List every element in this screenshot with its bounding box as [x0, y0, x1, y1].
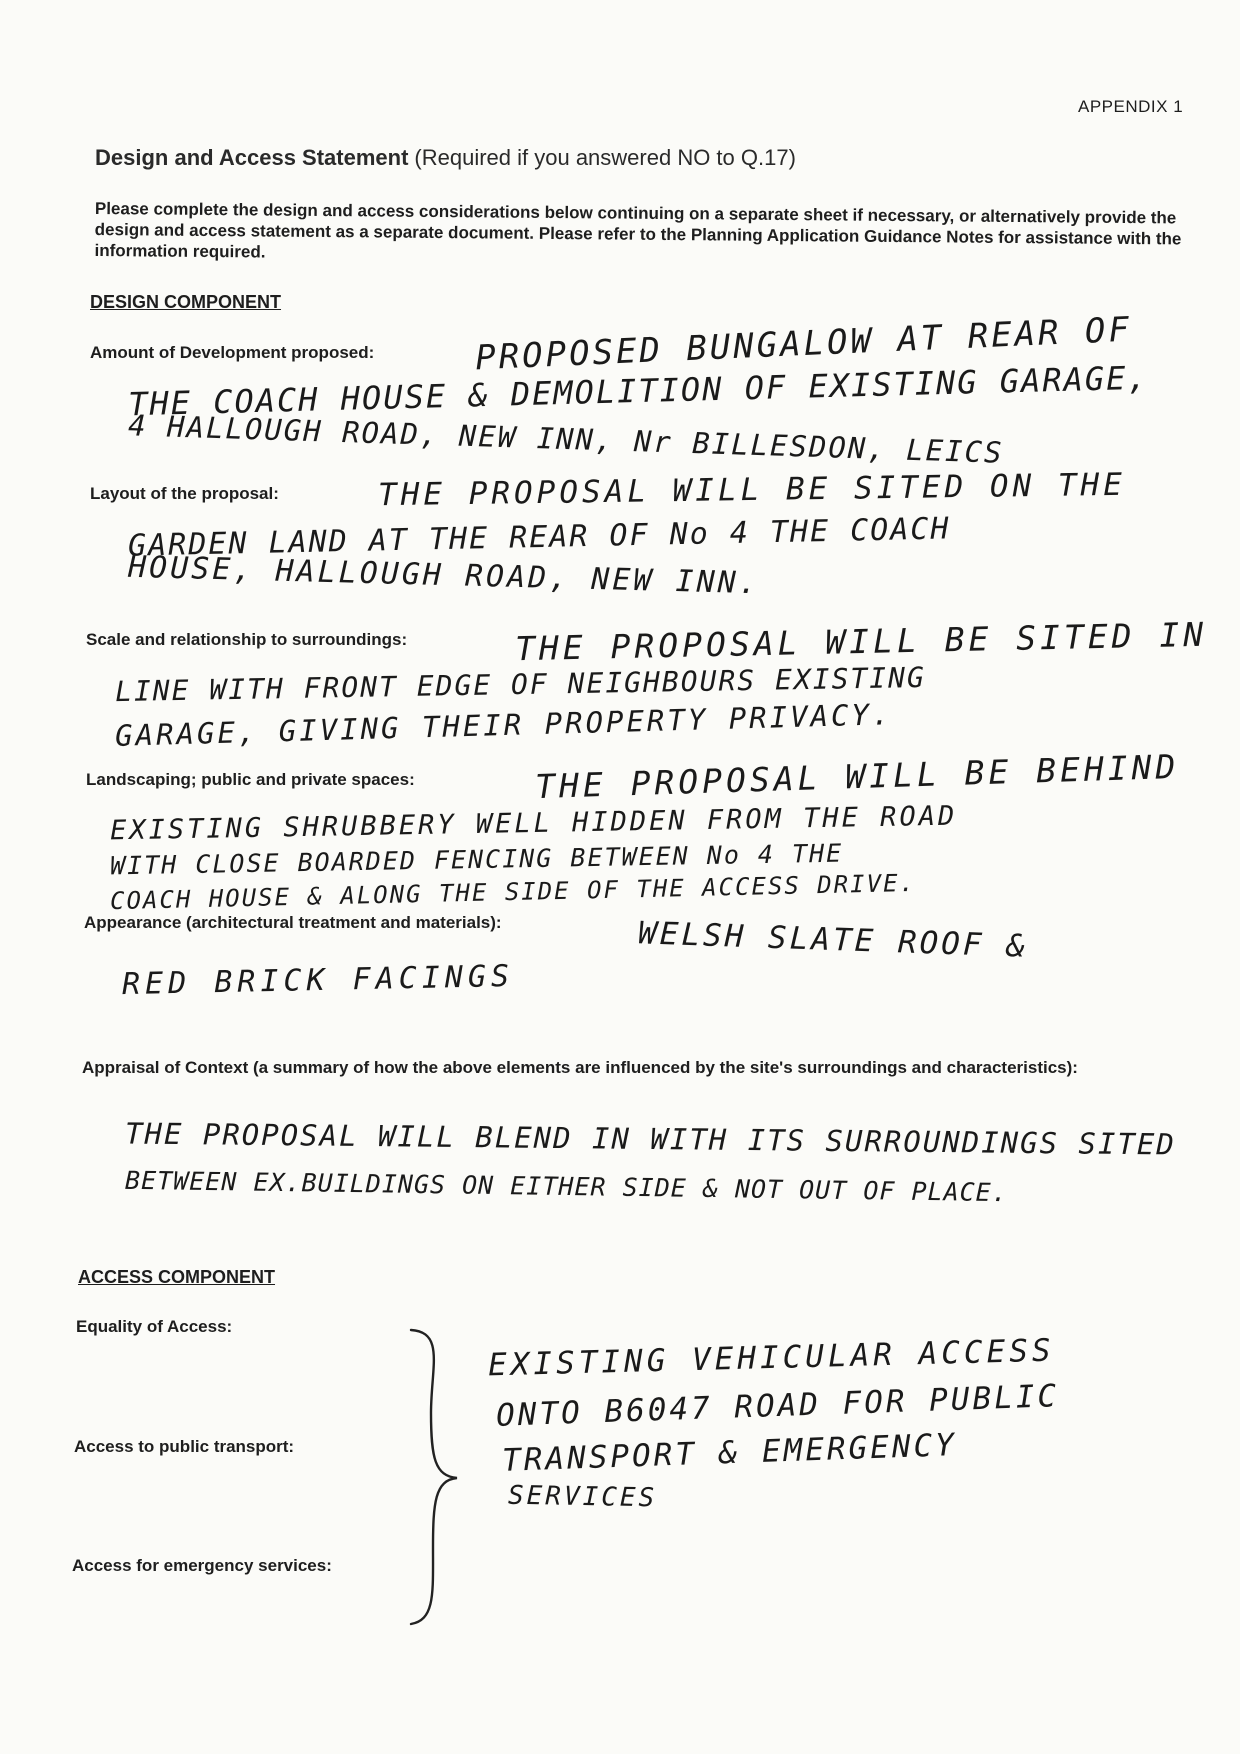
- appearance-line-1: WELSH SLATE ROOF &: [637, 915, 1029, 965]
- page-title: [95, 145, 796, 171]
- access-component-heading: ACCESS COMPONENT: [78, 1267, 276, 1287]
- access-answer-line-1: EXISTING VEHICULAR ACCESS: [487, 1332, 1055, 1384]
- curly-brace: [405, 1328, 465, 1628]
- landscaping-line-2: EXISTING SHRUBBERY WELL HIDDEN FROM THE ROAD: [109, 800, 958, 847]
- access-answer-line-3: TRANSPORT & EMERGENCY: [501, 1427, 958, 1479]
- appearance-label: Appearance (architectural treatment and materials):: [84, 913, 502, 932]
- layout-label: Layout of the proposal:: [90, 484, 279, 503]
- landscaping-line-3: WITH CLOSE BOARDED FENCING BETWEEN No 4 THE: [109, 838, 844, 881]
- amount-line-1: PROPOSED BUNGALOW AT REAR OF: [474, 309, 1133, 379]
- design-component-heading: DESIGN COMPONENT: [90, 292, 282, 312]
- emergency-services-label: Access for emergency services:: [72, 1556, 332, 1575]
- landscaping-label: Landscaping; public and private spaces:: [86, 770, 415, 789]
- appendix-label: APPENDIX 1: [1078, 97, 1184, 116]
- amount-line-2: THE COACH HOUSE & DEMOLITION OF EXISTING GARAGE,: [127, 358, 1150, 424]
- landscaping-line-1: THE PROPOSAL WILL BE BEHIND: [534, 746, 1180, 807]
- amount-line-3: 4 HALLOUGH ROAD, NEW INN, Nr BILLESDON, LEICS: [127, 408, 1005, 470]
- scale-label: Scale and relationship to surroundings:: [86, 630, 408, 649]
- scale-line-3: GARAGE, GIVING THEIR PROPERTY PRIVACY.: [114, 697, 893, 753]
- layout-line-1: THE PROPOSAL WILL BE SITED ON THE: [377, 466, 1127, 514]
- layout-line-3: HOUSE, HALLOUGH ROAD, NEW INN.: [127, 549, 761, 602]
- appraisal-label: Appraisal of Context (a summary of how the above elements are influenced by the site's surroundings and characteristics):: [82, 1058, 1078, 1077]
- landscaping-line-4: COACH HOUSE & ALONG THE SIDE OF THE ACCESS DRIVE.: [109, 868, 917, 916]
- scale-line-2: LINE WITH FRONT EDGE OF NEIGHBOURS EXISTING: [114, 660, 927, 709]
- appraisal-line-1: THE PROPOSAL WILL BLEND IN WITH ITS SURROUNDINGS SITED: [124, 1116, 1176, 1162]
- layout-line-2: GARDEN LAND AT THE REAR OF No 4 THE COACH: [127, 511, 951, 564]
- amount-label: Amount of Development proposed:: [90, 343, 375, 362]
- equality-of-access-label: Equality of Access:: [76, 1317, 233, 1336]
- scale-line-1: THE PROPOSAL WILL BE SITED IN: [514, 614, 1208, 669]
- intro-text: Please complete the design and access considerations below continuing on a separate sheet if necessary, or alternatively provide the design and access statement as a separate document. Please refer to the Planning Application Guidance Notes for assistance with the information required.: [94, 198, 1182, 262]
- appearance-line-2: RED BRICK FACINGS: [121, 958, 515, 1003]
- access-answer-line-4: SERVICES: [507, 1480, 658, 1514]
- title-main: Design and Access Statement: [95, 145, 409, 170]
- appraisal-line-2: BETWEEN EX.BUILDINGS ON EITHER SIDE & NOT OUT OF PLACE.: [124, 1165, 1008, 1208]
- public-transport-label: Access to public transport:: [74, 1437, 295, 1456]
- access-answer-line-2: ONTO B6047 ROAD FOR PUBLIC: [495, 1378, 1060, 1434]
- title-subtitle: (Required if you answered NO to Q.17): [414, 145, 796, 170]
